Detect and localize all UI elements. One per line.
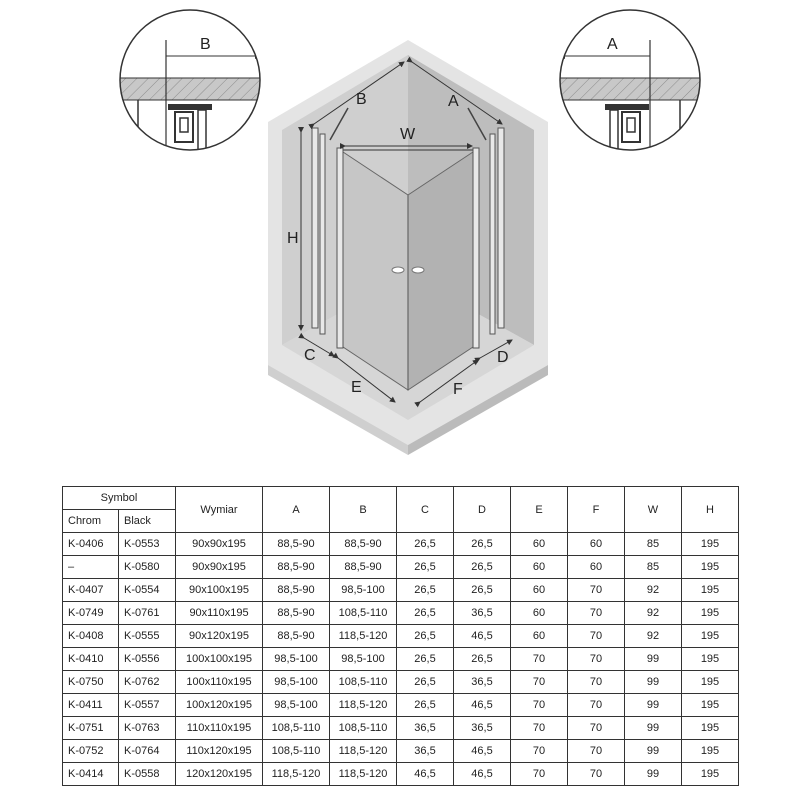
cell-a: 88,5-90 (263, 556, 330, 579)
cell-black: K-0554 (119, 579, 176, 602)
cell-c: 36,5 (397, 717, 454, 740)
header-symbol: Symbol (63, 487, 176, 510)
cell-black: K-0553 (119, 533, 176, 556)
cell-d: 26,5 (454, 648, 511, 671)
table-row (63, 625, 739, 648)
cell-b: 118,5-120 (330, 740, 397, 763)
cell-c: 26,5 (397, 625, 454, 648)
cell-a: 108,5-110 (263, 740, 330, 763)
table-row (63, 533, 739, 556)
cell-f: 70 (568, 740, 625, 763)
cell-d: 46,5 (454, 625, 511, 648)
cell-e: 60 (511, 533, 568, 556)
cell-f: 70 (568, 763, 625, 786)
cell-d: 36,5 (454, 717, 511, 740)
cell-c: 26,5 (397, 602, 454, 625)
cell-b: 98,5-100 (330, 579, 397, 602)
cell-b: 118,5-120 (330, 763, 397, 786)
cell-w: 99 (625, 648, 682, 671)
header-a: A (263, 487, 330, 533)
header-h: H (682, 487, 739, 533)
dimensions-table (62, 486, 739, 786)
table-row (63, 602, 739, 625)
cell-h: 195 (682, 740, 739, 763)
cell-f: 70 (568, 579, 625, 602)
cell-a: 108,5-110 (263, 717, 330, 740)
table-row (63, 694, 739, 717)
cell-e: 60 (511, 556, 568, 579)
cell-b: 118,5-120 (330, 625, 397, 648)
cell-w: 85 (625, 556, 682, 579)
label-h: H (287, 230, 299, 247)
label-f: F (453, 381, 463, 398)
cell-black: K-0764 (119, 740, 176, 763)
cell-w: 99 (625, 717, 682, 740)
cell-c: 26,5 (397, 671, 454, 694)
table-row (63, 556, 739, 579)
cell-black: K-0555 (119, 625, 176, 648)
cell-chrom: K-0749 (63, 602, 119, 625)
cell-e: 60 (511, 602, 568, 625)
cell-e: 70 (511, 763, 568, 786)
cell-d: 36,5 (454, 671, 511, 694)
cell-black: K-0761 (119, 602, 176, 625)
cell-a: 98,5-100 (263, 694, 330, 717)
cell-d: 26,5 (454, 579, 511, 602)
label-c: C (304, 347, 316, 364)
cell-black: K-0763 (119, 717, 176, 740)
cell-wymiar: 90x120x195 (176, 625, 263, 648)
cell-h: 195 (682, 671, 739, 694)
cell-h: 195 (682, 648, 739, 671)
cell-black: K-0556 (119, 648, 176, 671)
cell-b: 118,5-120 (330, 694, 397, 717)
cell-a: 98,5-100 (263, 671, 330, 694)
header-black: Black (119, 510, 176, 533)
cell-a: 88,5-90 (263, 602, 330, 625)
cell-a: 98,5-100 (263, 648, 330, 671)
cell-wymiar: 110x120x195 (176, 740, 263, 763)
table-row (63, 740, 739, 763)
cell-f: 70 (568, 671, 625, 694)
header-w: W (625, 487, 682, 533)
cell-b: 108,5-110 (330, 717, 397, 740)
cell-chrom: – (63, 556, 119, 579)
cell-wymiar: 100x120x195 (176, 694, 263, 717)
cell-chrom: K-0408 (63, 625, 119, 648)
cell-w: 85 (625, 533, 682, 556)
cell-chrom: K-0407 (63, 579, 119, 602)
label-w: W (400, 126, 416, 143)
cell-wymiar: 100x110x195 (176, 671, 263, 694)
cell-h: 195 (682, 579, 739, 602)
cell-h: 195 (682, 556, 739, 579)
table-row (63, 717, 739, 740)
header-wymiar: Wymiar (176, 487, 263, 533)
cell-wymiar: 90x100x195 (176, 579, 263, 602)
cell-h: 195 (682, 602, 739, 625)
cell-f: 70 (568, 717, 625, 740)
cell-e: 60 (511, 625, 568, 648)
label-b: B (356, 91, 367, 108)
header-c: C (397, 487, 454, 533)
cell-chrom: K-0751 (63, 717, 119, 740)
cell-a: 88,5-90 (263, 533, 330, 556)
cell-a: 88,5-90 (263, 579, 330, 602)
cell-w: 92 (625, 625, 682, 648)
cell-b: 88,5-90 (330, 556, 397, 579)
cell-h: 195 (682, 694, 739, 717)
cell-chrom: K-0410 (63, 648, 119, 671)
cell-c: 26,5 (397, 533, 454, 556)
cell-e: 70 (511, 740, 568, 763)
cell-e: 60 (511, 579, 568, 602)
cell-w: 92 (625, 579, 682, 602)
cell-h: 195 (682, 717, 739, 740)
cell-wymiar: 90x90x195 (176, 533, 263, 556)
cell-h: 195 (682, 763, 739, 786)
label-b-detail: B (200, 36, 211, 53)
cell-e: 70 (511, 717, 568, 740)
table-row (63, 648, 739, 671)
table-row (63, 671, 739, 694)
cell-b: 98,5-100 (330, 648, 397, 671)
label-a-detail: A (607, 36, 618, 53)
header-d: D (454, 487, 511, 533)
cell-w: 92 (625, 602, 682, 625)
cell-chrom: K-0752 (63, 740, 119, 763)
cell-black: K-0762 (119, 671, 176, 694)
cell-d: 26,5 (454, 533, 511, 556)
cell-c: 26,5 (397, 556, 454, 579)
cell-chrom: K-0411 (63, 694, 119, 717)
label-d: D (497, 349, 509, 366)
cell-f: 60 (568, 556, 625, 579)
cell-e: 70 (511, 648, 568, 671)
table-row (63, 579, 739, 602)
cell-h: 195 (682, 533, 739, 556)
cell-f: 70 (568, 648, 625, 671)
cell-c: 46,5 (397, 763, 454, 786)
cell-h: 195 (682, 625, 739, 648)
cell-d: 26,5 (454, 556, 511, 579)
cell-b: 108,5-110 (330, 602, 397, 625)
header-e: E (511, 487, 568, 533)
cell-f: 70 (568, 694, 625, 717)
label-e: E (351, 379, 362, 396)
cell-w: 99 (625, 740, 682, 763)
cell-d: 46,5 (454, 740, 511, 763)
cell-wymiar: 90x110x195 (176, 602, 263, 625)
cell-chrom: K-0406 (63, 533, 119, 556)
cell-wymiar: 110x110x195 (176, 717, 263, 740)
cell-f: 70 (568, 625, 625, 648)
cell-chrom: K-0414 (63, 763, 119, 786)
table-row (63, 763, 739, 786)
cell-black: K-0558 (119, 763, 176, 786)
shower-enclosure (312, 108, 504, 390)
cell-b: 108,5-110 (330, 671, 397, 694)
cell-black: K-0580 (119, 556, 176, 579)
cell-b: 88,5-90 (330, 533, 397, 556)
cell-w: 99 (625, 694, 682, 717)
cell-e: 70 (511, 694, 568, 717)
cell-wymiar: 100x100x195 (176, 648, 263, 671)
header-b: B (330, 487, 397, 533)
cell-c: 26,5 (397, 579, 454, 602)
cell-wymiar: 90x90x195 (176, 556, 263, 579)
cell-e: 70 (511, 671, 568, 694)
header-chrom: Chrom (63, 510, 119, 533)
cell-c: 36,5 (397, 740, 454, 763)
cell-a: 118,5-120 (263, 763, 330, 786)
detail-circle-right (550, 0, 710, 160)
cell-wymiar: 120x120x195 (176, 763, 263, 786)
cell-a: 88,5-90 (263, 625, 330, 648)
cell-d: 36,5 (454, 602, 511, 625)
cell-d: 46,5 (454, 763, 511, 786)
cell-f: 70 (568, 602, 625, 625)
cell-w: 99 (625, 671, 682, 694)
cell-black: K-0557 (119, 694, 176, 717)
header-f: F (568, 487, 625, 533)
cell-c: 26,5 (397, 694, 454, 717)
detail-circle-left (110, 0, 270, 160)
cell-c: 26,5 (397, 648, 454, 671)
cell-chrom: K-0750 (63, 671, 119, 694)
cell-d: 46,5 (454, 694, 511, 717)
label-a: A (448, 93, 459, 110)
cell-f: 60 (568, 533, 625, 556)
cell-w: 99 (625, 763, 682, 786)
